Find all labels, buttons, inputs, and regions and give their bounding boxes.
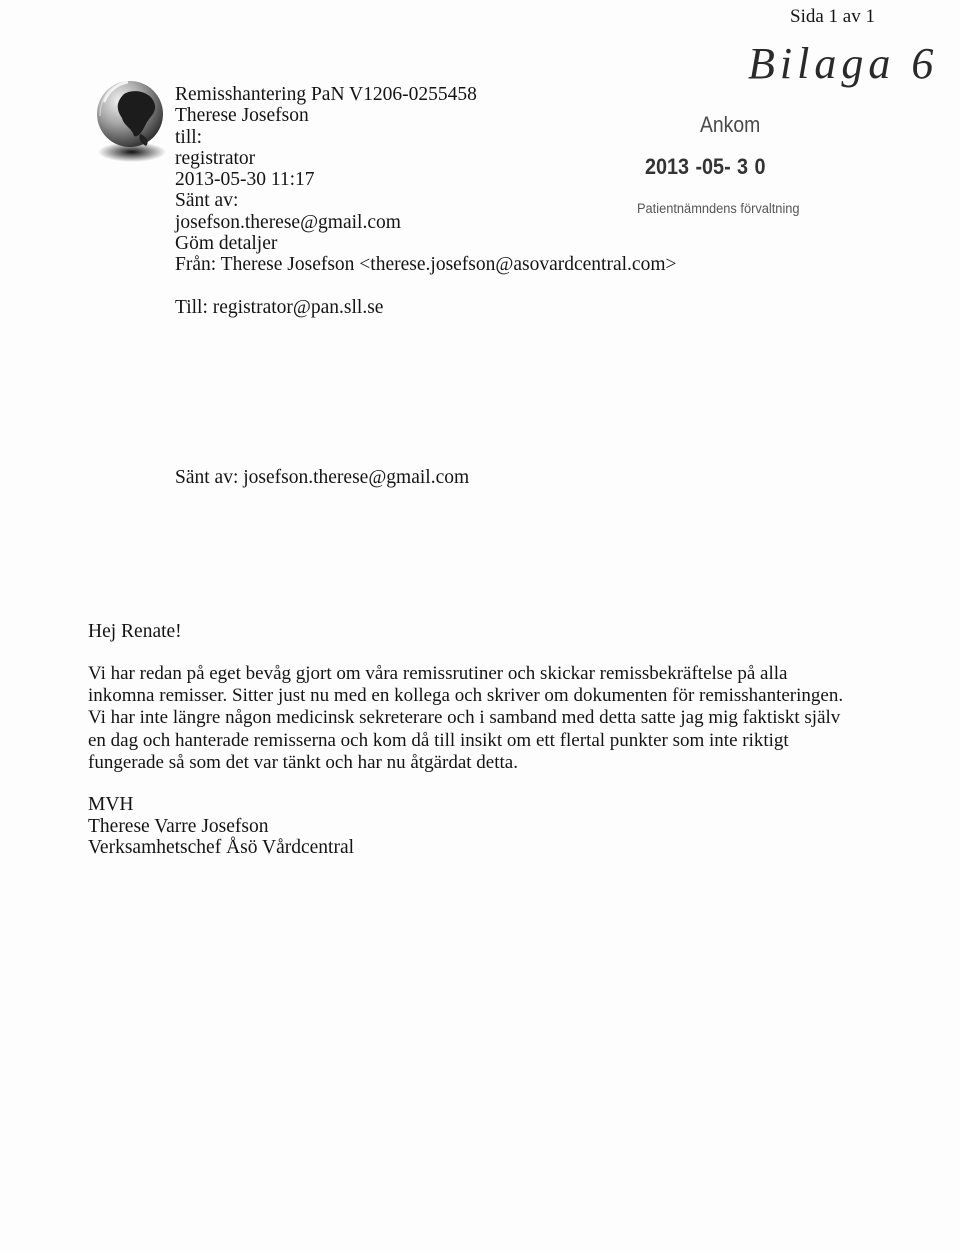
signature-name: Therese Varre Josefson [88,815,269,837]
sent-by-value: josefson.therese@gmail.com [175,211,401,233]
closing-phrase: MVH [88,794,134,815]
signature-title: Verksamhetschef Åsö Vårdcentral [88,837,355,858]
paragraph-line: Vi har inte längre någon medicinsk sekreterare och i samband med detta satte jag mig faktiskt själv [88,707,841,729]
greeting: Hej Renate! [88,621,182,642]
sender-name: Therese Josefson [175,105,309,127]
hide-details-link[interactable]: Göm detaljer [175,233,278,255]
paragraph-line: en dag och hanterade remisserna och kom då till insikt om ett flertal punkter som inte riktigt [88,729,789,751]
to-line: Till: registrator@pan.sll.se [175,297,384,318]
sent-by-label: Sänt av: [175,190,239,212]
paragraph-line: inkomna remisser. Sitter just nu med en kollega och skriver om dokumenten för remisshanteringen. [88,685,844,707]
globe-icon [94,72,172,164]
page-number: Sida 1 av 1 [790,6,875,27]
stamp-organization: Patientnämndens förvaltning [637,201,800,216]
stamp-title: Ankom [700,112,761,137]
to-value: registrator [175,147,256,169]
from-line: Från: Therese Josefson <therese.josefson@asovardcentral.com> [175,254,677,276]
sent-by-line: Sänt av: josefson.therese@gmail.com [175,467,470,488]
message-paragraph [88,663,843,774]
to-label: till: [175,126,203,148]
sent-datetime: 2013-05-30 11:17 [175,169,315,191]
stamp-date: 2013 -05- 3 0 [645,154,766,179]
signature-block [88,794,354,859]
email-subject: Remisshantering PaN V1206-0255458 [175,84,477,105]
paragraph-line: Vi har redan på eget bevåg gjort om våra remissrutiner och skickar remissbekräftelse på alla [88,663,788,684]
email-header [175,84,676,276]
paragraph-line: fungerade så som det var tänkt och har nu åtgärdat detta. [88,751,518,773]
handwritten-annotation: Bilaga 6 [748,39,939,88]
